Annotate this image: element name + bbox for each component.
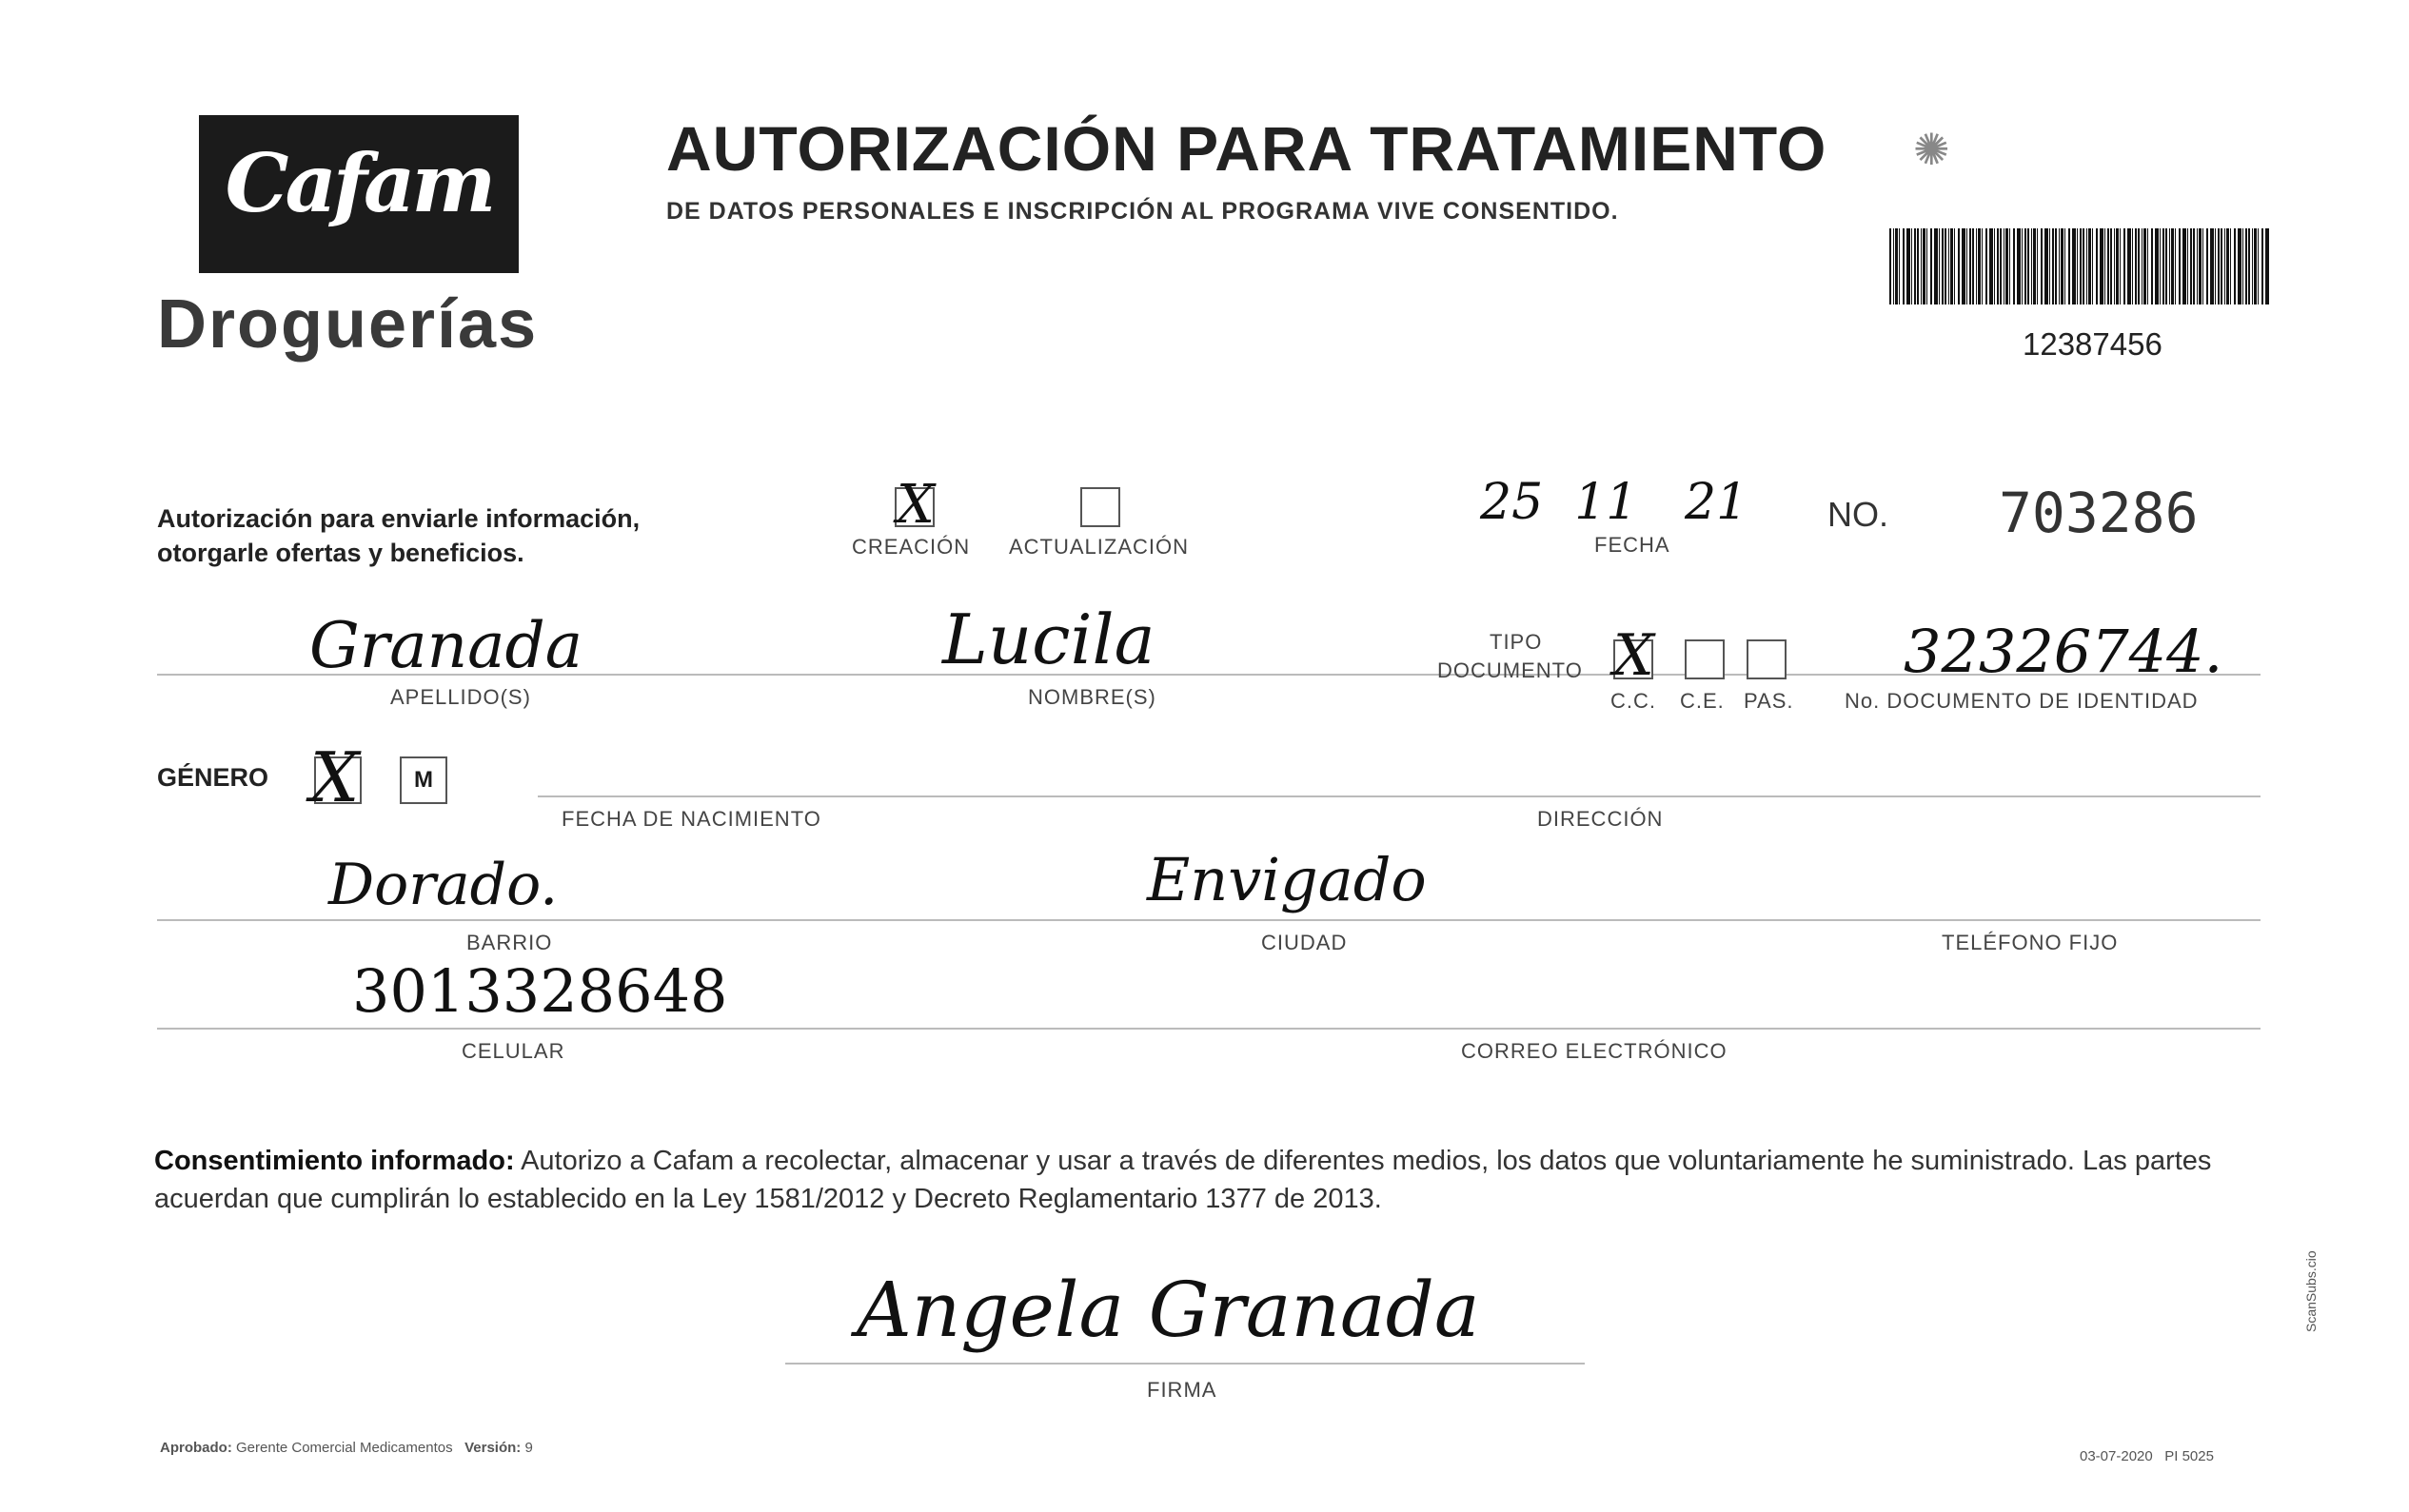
barcode-bar	[2052, 228, 2054, 304]
barcode-bar	[2193, 228, 2195, 304]
direccion-label: DIRECCIÓN	[1537, 807, 1664, 831]
fecha-nacimiento-label: FECHA DE NACIMIENTO	[562, 807, 821, 831]
barcode-bar	[2072, 228, 2076, 304]
barcode-bar	[2261, 228, 2263, 304]
barcode-bar	[2055, 228, 2057, 304]
celular-label: CELULAR	[462, 1039, 565, 1063]
barcode-bar	[2017, 228, 2021, 304]
barcode-bar	[2182, 228, 2186, 304]
barcode-bar	[2033, 228, 2036, 304]
barcode-bar	[2230, 228, 2231, 304]
barcode-bar	[2132, 228, 2133, 304]
authorization-line-1: Autorización para enviarle información,	[157, 504, 641, 533]
barcode-bar	[1982, 228, 1983, 304]
barcode-bar	[1939, 228, 1940, 304]
ciudad-label: CIUDAD	[1261, 931, 1348, 954]
signature-line	[785, 1363, 1585, 1365]
creacion-mark: X	[897, 474, 935, 536]
barcode-bar	[2127, 228, 2131, 304]
barcode-bar	[1893, 228, 1894, 304]
barcode-bar	[2100, 228, 2103, 304]
barcode-bar	[2197, 228, 2198, 304]
nombre-label: NOMBRE(S)	[1028, 685, 1156, 709]
consent-heading: Consentimiento informado:	[154, 1146, 515, 1176]
barcode-bar	[2064, 228, 2065, 304]
barcode-bar	[2187, 228, 2188, 304]
tipo-mark: X	[1613, 622, 1654, 689]
barcode-bar	[2031, 228, 2032, 304]
barcode-bar	[1997, 228, 1999, 304]
barcode-bar	[1954, 228, 1955, 304]
fecha-label: FECHA	[1594, 533, 1670, 557]
barcode-bar	[1889, 228, 1891, 304]
fecha-value: 25 11 21	[1480, 474, 1748, 531]
genero-f-checkbox[interactable]	[310, 737, 362, 817]
barcode-bar	[1994, 228, 1995, 304]
pas-label: PAS.	[1744, 689, 1794, 713]
footer-aprobado	[160, 1440, 533, 1456]
actualizacion-label: ACTUALIZACIÓN	[1009, 535, 1190, 559]
barcode-bar	[2037, 228, 2038, 304]
version-label: Versión:	[464, 1440, 522, 1456]
barcode-bar	[1914, 228, 1916, 304]
barcode	[1889, 228, 2270, 304]
barcode-bar	[2143, 228, 2146, 304]
barcode-bar	[2088, 228, 2091, 304]
aprobado-label: Aprobado:	[160, 1440, 232, 1456]
barcode-bar	[2104, 228, 2105, 304]
barcode-bar	[2210, 228, 2214, 304]
cc-checkbox[interactable]	[1613, 622, 1654, 689]
tipo-label-2: DOCUMENTO	[1437, 658, 1583, 682]
no-label: NO.	[1827, 495, 1889, 534]
barcode-bar	[2221, 228, 2222, 304]
apellido-label: APELLIDO(S)	[390, 685, 531, 709]
doc-label: No. DOCUMENTO DE IDENTIDAD	[1845, 689, 2199, 713]
barcode-bar	[1926, 228, 1927, 304]
nombre-value: Lucila	[942, 599, 1155, 679]
barcode-bar	[2049, 228, 2050, 304]
barcode-bar	[2252, 228, 2253, 304]
barcode-bar	[1934, 228, 1938, 304]
barcode-bar	[2147, 228, 2148, 304]
barcode-bar	[2027, 228, 2029, 304]
genero-row-line	[538, 795, 2261, 797]
pas-checkbox[interactable]	[1747, 639, 1787, 679]
barcode-bar	[1923, 228, 1925, 304]
aprobado-value: Gerente Comercial Medicamentos	[236, 1440, 453, 1456]
barcode-bar	[2086, 228, 2087, 304]
barcode-bar	[2258, 228, 2259, 304]
contact-row-line	[157, 1028, 2261, 1030]
barcode-bar	[2179, 228, 2181, 304]
barcode-bar	[1906, 228, 1910, 304]
barcode-bar	[2238, 228, 2241, 304]
barcode-bar	[2120, 228, 2121, 304]
barcode-bar	[2234, 228, 2236, 304]
barcode-bar	[2096, 228, 2098, 304]
barcode-bar	[2254, 228, 2257, 304]
barcode-bar	[1899, 228, 1900, 304]
barcode-bar	[1948, 228, 1949, 304]
barcode-bar	[2110, 228, 2112, 304]
barcode-bar	[2080, 228, 2082, 304]
barcode-bar	[2171, 228, 2174, 304]
barcode-bar	[2061, 228, 2063, 304]
genero-m-checkbox[interactable]: M	[400, 756, 447, 804]
form-title: AUTORIZACIÓN PARA TRATAMIENTO	[666, 113, 1827, 184]
signature-label: FIRMA	[1147, 1378, 1217, 1402]
version-value: 9	[524, 1440, 533, 1456]
barcode-bar	[2215, 228, 2216, 304]
location-row-line	[157, 919, 2261, 921]
ce-label: C.E.	[1680, 689, 1725, 713]
barcode-bar	[1950, 228, 1953, 304]
barcode-bar	[2135, 228, 2137, 304]
authorization-line-2: otorgarle ofertas y beneficios.	[157, 539, 524, 567]
barcode-bar	[2041, 228, 2043, 304]
barcode-bar	[2138, 228, 2140, 304]
barcode-bar	[1930, 228, 1932, 304]
side-brand: ScanSubs.cio	[2303, 1250, 2319, 1332]
telefono-label: TELÉFONO FIJO	[1942, 931, 2119, 954]
barcode-bar	[2169, 228, 2170, 304]
barcode-bar	[2083, 228, 2084, 304]
barcode-bar	[2116, 228, 2119, 304]
celular-value: 3013328648	[352, 956, 728, 1026]
barcode-bar	[2175, 228, 2176, 304]
barrio-value: Dorado.	[328, 852, 559, 918]
barcode-bar	[2005, 228, 2008, 304]
barcode-bar	[1917, 228, 1919, 304]
form-subtitle: DE DATOS PERSONALES E INSCRIPCIÓN AL PROGRAMA VIVE CONSENTIDO.	[666, 198, 1619, 225]
barcode-bar	[2107, 228, 2109, 304]
barcode-bar	[2242, 228, 2243, 304]
barcode-bar	[1942, 228, 1944, 304]
barcode-bar	[2226, 228, 2229, 304]
ce-checkbox[interactable]	[1685, 639, 1725, 679]
barcode-bar	[1966, 228, 1967, 304]
barcode-bar	[1978, 228, 1981, 304]
barcode-bar	[2190, 228, 2192, 304]
barcode-number: 12387456	[2023, 326, 2162, 362]
barcode-bar	[2022, 228, 2023, 304]
barcode-bar	[2024, 228, 2026, 304]
creacion-checkbox[interactable]	[895, 474, 935, 536]
barcode-bar	[2009, 228, 2010, 304]
ciudad-value: Envigado	[1147, 845, 1427, 914]
barcode-bar	[2160, 228, 2161, 304]
barcode-bar	[1989, 228, 1993, 304]
barcode-bar	[1962, 228, 1965, 304]
logo-subtitle: Droguerías	[157, 286, 539, 363]
barcode-bar	[1921, 228, 1922, 304]
consent-paragraph	[154, 1142, 2258, 1218]
logo-text: Cafam	[225, 136, 493, 230]
barcode-bar	[1969, 228, 1971, 304]
barcode-bar	[1958, 228, 1960, 304]
barcode-bar	[2151, 228, 2153, 304]
barcode-bar	[2162, 228, 2164, 304]
creacion-label: CREACIÓN	[852, 535, 971, 559]
cc-label: C.C.	[1610, 689, 1656, 713]
tipo-label-1: TIPO	[1490, 630, 1543, 654]
barcode-bar	[2155, 228, 2159, 304]
barcode-bar	[2165, 228, 2167, 304]
barcode-bar	[2206, 228, 2208, 304]
barcode-bar	[2218, 228, 2220, 304]
seal-icon: ✺	[1913, 125, 1950, 174]
signature-value: Angela Granada	[857, 1266, 1480, 1354]
barcode-bar	[2013, 228, 2015, 304]
barcode-bar	[1972, 228, 1974, 304]
no-value: 703286	[1999, 481, 2199, 545]
barcode-bar	[1976, 228, 1977, 304]
barcode-bar	[1895, 228, 1898, 304]
doc-value: 32326744.	[1904, 617, 2223, 686]
barcode-bar	[1903, 228, 1905, 304]
cafam-logo	[199, 115, 519, 273]
barcode-bar	[1945, 228, 1946, 304]
footer-code: 03-07-2020 PI 5025	[2080, 1448, 2214, 1464]
barcode-bar	[2092, 228, 2093, 304]
barcode-bar	[2068, 228, 2070, 304]
barcode-bar	[2077, 228, 2078, 304]
genero-f-mark: X	[310, 737, 360, 817]
barcode-bar	[2199, 228, 2202, 304]
barcode-bar	[1985, 228, 1987, 304]
barcode-bar	[2265, 228, 2269, 304]
barcode-bar	[2044, 228, 2048, 304]
barcode-bar	[2123, 228, 2125, 304]
barrio-label: BARRIO	[466, 931, 553, 954]
barcode-bar	[2224, 228, 2225, 304]
actualizacion-checkbox[interactable]	[1080, 487, 1120, 527]
genero-label: GÉNERO	[157, 763, 269, 792]
barcode-bar	[2245, 228, 2247, 304]
barcode-bar	[2114, 228, 2115, 304]
barcode-bar	[1911, 228, 1912, 304]
correo-label: CORREO ELECTRÓNICO	[1461, 1039, 1728, 1063]
barcode-bar	[2059, 228, 2060, 304]
barcode-bar	[2000, 228, 2002, 304]
barcode-bar	[2248, 228, 2250, 304]
consent-text: Autorizo a Cafam a recolectar, almacenar y usar a través de diferentes medios, los datos que voluntariamente he suministrado. Las partes acuerdan que cumplirán lo establecido en la Ley 1581/2012 y Decreto Reglamentario 1377 de 2013.	[154, 1146, 2212, 1214]
apellido-value: Granada	[309, 609, 583, 682]
barcode-bar	[2202, 228, 2203, 304]
